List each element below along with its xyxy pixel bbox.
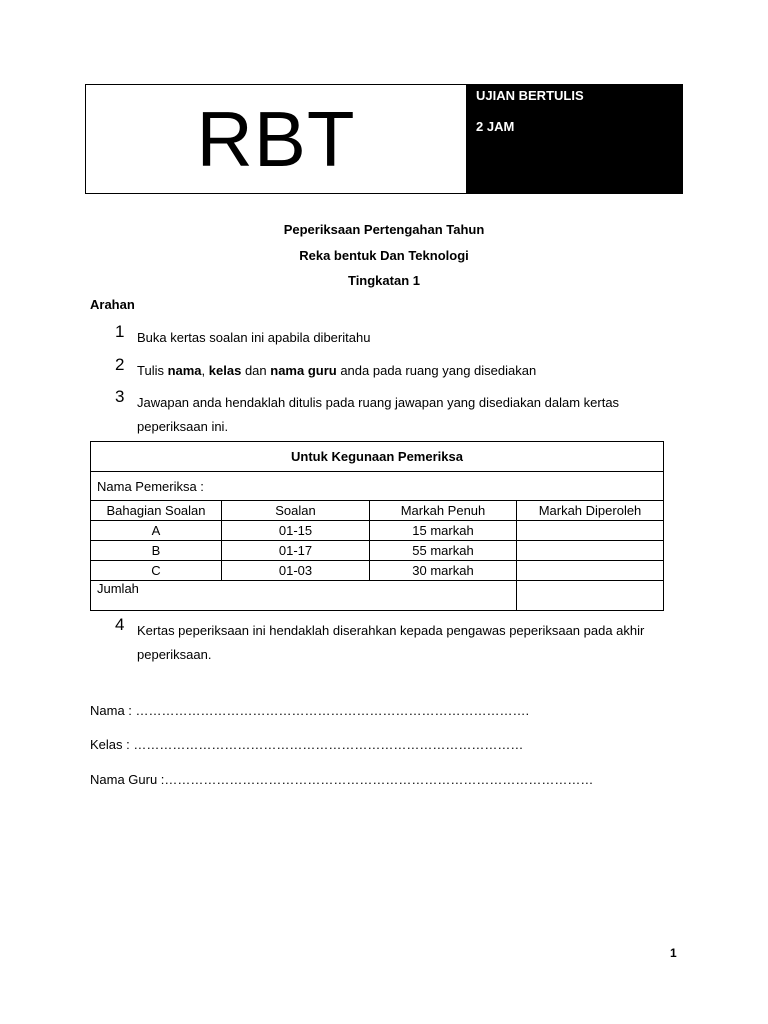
exam-name: Peperiksaan Pertengahan Tahun: [283, 222, 485, 237]
instruction-text: Tulis nama, kelas dan nama guru anda pada ruang yang disediakan: [137, 363, 537, 378]
table-cell: 55 markah: [370, 541, 517, 561]
teacher-name-field: Nama Guru :………………………………………………………………………………………: [90, 772, 594, 787]
table-cell: 15 markah: [370, 521, 517, 541]
table-header-row: [91, 501, 664, 521]
form-level: Tingkatan 1: [347, 273, 420, 288]
table-cell: 01-15: [222, 521, 370, 541]
table-cell: 01-03: [222, 561, 370, 581]
instructions-heading: Arahan: [90, 297, 135, 312]
exam-duration: 2 JAM: [476, 119, 515, 134]
total-marks-cell: [517, 581, 664, 611]
header-box: [85, 84, 683, 194]
instruction-number: 3: [115, 387, 125, 406]
table-cell: C: [91, 561, 222, 581]
examiner-table-caption: Untuk Kegunaan Pemeriksa: [91, 442, 664, 472]
table-cell: 30 markah: [370, 561, 517, 581]
total-label: Jumlah: [91, 581, 517, 611]
instruction-number: 4: [115, 615, 125, 634]
subject-code: RBT: [196, 94, 356, 183]
marks-obtained-cell: [517, 561, 664, 581]
instruction-item: [115, 615, 675, 667]
exam-type: UJIAN BERTULIS: [476, 88, 584, 103]
table-cell: 01-17: [222, 541, 370, 561]
table-row: [91, 561, 664, 581]
header-cell: Markah Penuh: [370, 501, 517, 521]
instruction-text: Buka kertas soalan ini apabila diberitahu: [137, 330, 371, 345]
exam-info-panel: [466, 85, 682, 193]
instruction-number: 2: [115, 355, 125, 374]
subject-title: Reka bentuk Dan Teknologi: [299, 247, 469, 263]
instruction-item: [115, 387, 675, 439]
instruction-item: [115, 355, 675, 383]
total-row: [91, 581, 664, 611]
name-field: Nama : ……………………………………………………………………………….: [90, 703, 530, 718]
class-field: Kelas : ………………………………………………………………………………: [90, 737, 524, 752]
exam-titles: [0, 222, 768, 299]
page-number: 1: [670, 946, 677, 960]
header-cell: Bahagian Soalan: [91, 501, 222, 521]
instruction-text: Kertas peperiksaan ini hendaklah diserahkan kepada pengawas peperiksaan pada akhir peperiksaan.: [137, 623, 645, 662]
table-row: [91, 521, 664, 541]
marks-obtained-cell: [517, 541, 664, 561]
table-cell: A: [91, 521, 222, 541]
instruction-text: Jawapan anda hendaklah ditulis pada ruang jawapan yang disediakan dalam kertas peperiksaan ini.: [137, 395, 620, 434]
examiner-table: [90, 441, 664, 611]
header-cell: Markah Diperoleh: [517, 501, 664, 521]
header-cell: Soalan: [222, 501, 370, 521]
instruction-number: 1: [115, 322, 125, 341]
marks-obtained-cell: [517, 521, 664, 541]
examiner-name-label: Nama Pemeriksa :: [91, 472, 664, 501]
table-row: [91, 541, 664, 561]
table-cell: B: [91, 541, 222, 561]
instruction-item: [115, 322, 675, 350]
